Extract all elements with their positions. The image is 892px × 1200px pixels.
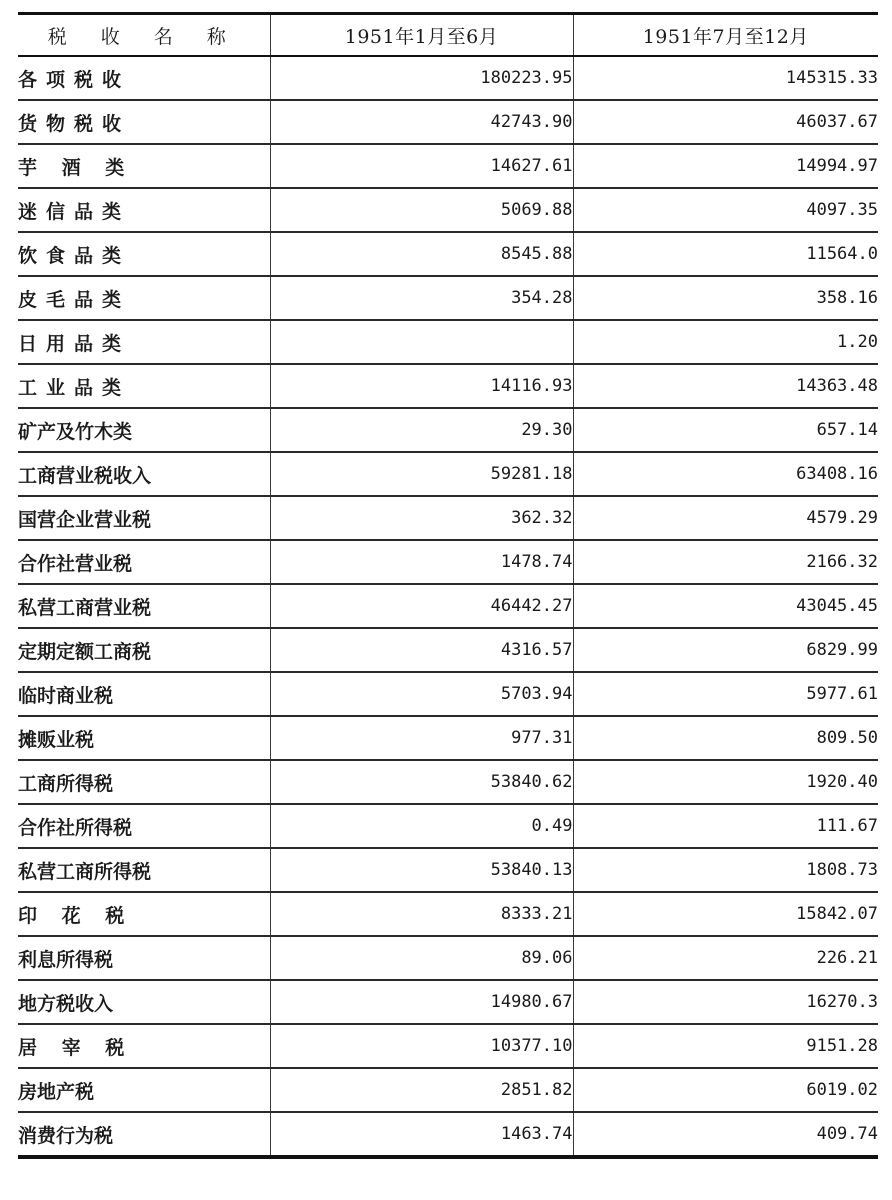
first-half-value-cell: 53840.62: [270, 760, 573, 804]
tax-name-cell: 皮毛品类: [18, 276, 270, 320]
table-row: [18, 188, 878, 232]
table-row: [18, 892, 878, 936]
header-second-half-1951: 1951年7月至12月: [573, 14, 878, 57]
first-half-value-cell: 46442.27: [270, 584, 573, 628]
first-half-value-cell: 29.30: [270, 408, 573, 452]
table-row: [18, 56, 878, 100]
second-half-value-cell: 46037.67: [573, 100, 878, 144]
first-half-value-cell: 354.28: [270, 276, 573, 320]
second-half-value-cell: 657.14: [573, 408, 878, 452]
first-half-value-cell: 5703.94: [270, 672, 573, 716]
tax-name-cell: 定期定额工商税: [18, 628, 270, 672]
tax-name-cell: 临时商业税: [18, 672, 270, 716]
first-half-value-cell: 180223.95: [270, 56, 573, 100]
tax-name-cell: 日用品类: [18, 320, 270, 364]
first-half-value-cell: 14116.93: [270, 364, 573, 408]
tax-name-cell: 房地产税: [18, 1068, 270, 1112]
first-half-value-cell: 14980.67: [270, 980, 573, 1024]
tax-name-cell: 居 宰 税: [18, 1024, 270, 1068]
table-row: [18, 496, 878, 540]
first-half-value-cell: 0.49: [270, 804, 573, 848]
second-half-value-cell: 9151.28: [573, 1024, 878, 1068]
table-row: [18, 584, 878, 628]
second-half-value-cell: 6829.99: [573, 628, 878, 672]
second-half-value-cell: 1808.73: [573, 848, 878, 892]
table-row: [18, 320, 878, 364]
first-half-value-cell: 53840.13: [270, 848, 573, 892]
table-row: [18, 848, 878, 892]
second-half-value-cell: 43045.45: [573, 584, 878, 628]
second-half-value-cell: 809.50: [573, 716, 878, 760]
table-header: [18, 14, 878, 57]
second-half-value-cell: 4579.29: [573, 496, 878, 540]
table-row: [18, 936, 878, 980]
second-half-value-cell: 63408.16: [573, 452, 878, 496]
table-row: [18, 804, 878, 848]
table-row: [18, 408, 878, 452]
second-half-value-cell: 14994.97: [573, 144, 878, 188]
first-half-value-cell: 1478.74: [270, 540, 573, 584]
table-row: [18, 980, 878, 1024]
tax-name-cell: 迷信品类: [18, 188, 270, 232]
tax-name-cell: 工业品类: [18, 364, 270, 408]
table-row: [18, 1024, 878, 1068]
table-row: [18, 672, 878, 716]
first-half-value-cell: 362.32: [270, 496, 573, 540]
table-row: [18, 276, 878, 320]
tax-name-cell: 货物税收: [18, 100, 270, 144]
tax-name-cell: 矿产及竹木类: [18, 408, 270, 452]
header-row: [18, 14, 878, 57]
tax-name-cell: 合作社营业税: [18, 540, 270, 584]
second-half-value-cell: 111.67: [573, 804, 878, 848]
second-half-value-cell: 145315.33: [573, 56, 878, 100]
tax-name-cell: 饮食品类: [18, 232, 270, 276]
tax-name-cell: 芋 酒 类: [18, 144, 270, 188]
table-row: [18, 1068, 878, 1112]
first-half-value-cell: 2851.82: [270, 1068, 573, 1112]
second-half-value-cell: 6019.02: [573, 1068, 878, 1112]
first-half-value-cell: 10377.10: [270, 1024, 573, 1068]
second-half-value-cell: 2166.32: [573, 540, 878, 584]
tax-name-cell: 私营工商所得税: [18, 848, 270, 892]
table-body: [18, 56, 878, 1157]
first-half-value-cell: 42743.90: [270, 100, 573, 144]
second-half-value-cell: 16270.3: [573, 980, 878, 1024]
first-half-value-cell: 8333.21: [270, 892, 573, 936]
table-row: [18, 540, 878, 584]
tax-name-cell: 摊贩业税: [18, 716, 270, 760]
first-half-value-cell: 977.31: [270, 716, 573, 760]
tax-name-cell: 消费行为税: [18, 1112, 270, 1157]
second-half-value-cell: 358.16: [573, 276, 878, 320]
first-half-value-cell: 14627.61: [270, 144, 573, 188]
second-half-value-cell: 1.20: [573, 320, 878, 364]
tax-name-cell: 国营企业营业税: [18, 496, 270, 540]
table-row: [18, 364, 878, 408]
tax-name-cell: 工商所得税: [18, 760, 270, 804]
tax-name-cell: 印 花 税: [18, 892, 270, 936]
first-half-value-cell: 59281.18: [270, 452, 573, 496]
second-half-value-cell: 409.74: [573, 1112, 878, 1157]
tax-name-cell: 合作社所得税: [18, 804, 270, 848]
first-half-value-cell: [270, 320, 573, 364]
second-half-value-cell: 1920.40: [573, 760, 878, 804]
tax-name-cell: 私营工商营业税: [18, 584, 270, 628]
first-half-value-cell: 8545.88: [270, 232, 573, 276]
second-half-value-cell: 226.21: [573, 936, 878, 980]
header-tax-name: 税 收 名 称: [18, 14, 270, 57]
table-row: [18, 628, 878, 672]
second-half-value-cell: 14363.48: [573, 364, 878, 408]
second-half-value-cell: 5977.61: [573, 672, 878, 716]
tax-name-cell: 地方税收入: [18, 980, 270, 1024]
first-half-value-cell: 4316.57: [270, 628, 573, 672]
table-row: [18, 760, 878, 804]
tax-revenue-table: [18, 12, 878, 1159]
header-first-half-1951: 1951年1月至6月: [270, 14, 573, 57]
table-row: [18, 1112, 878, 1157]
table-row: [18, 452, 878, 496]
second-half-value-cell: 11564.0: [573, 232, 878, 276]
tax-name-cell: 工商营业税收入: [18, 452, 270, 496]
tax-name-cell: 各项税收: [18, 56, 270, 100]
table-row: [18, 232, 878, 276]
second-half-value-cell: 4097.35: [573, 188, 878, 232]
table-row: [18, 100, 878, 144]
first-half-value-cell: 89.06: [270, 936, 573, 980]
second-half-value-cell: 15842.07: [573, 892, 878, 936]
first-half-value-cell: 5069.88: [270, 188, 573, 232]
table-row: [18, 144, 878, 188]
table-row: [18, 716, 878, 760]
tax-name-cell: 利息所得税: [18, 936, 270, 980]
first-half-value-cell: 1463.74: [270, 1112, 573, 1157]
